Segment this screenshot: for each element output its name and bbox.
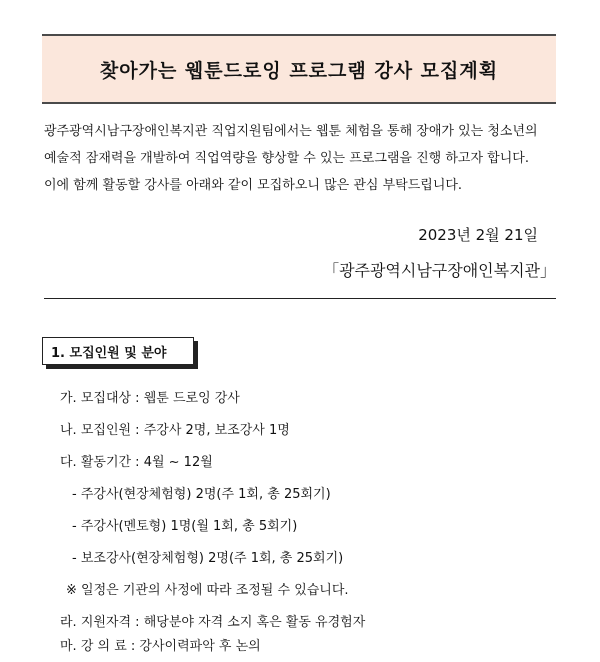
title-box xyxy=(42,34,556,104)
organization-name: 「광주광역시남구장애인복지관」 xyxy=(323,261,556,280)
section-header: 1. 모집인원 및 분야 xyxy=(42,337,194,365)
item-sub-main-field: - 주강사(현장체험형) 2명(주 1회, 총 25회기) xyxy=(72,487,331,502)
intro-line-3: 이에 함께 활동할 강사를 아래와 같이 모집하오니 많은 관심 부탁드립니다. xyxy=(44,178,463,193)
intro-line-2: 예술적 잠재력을 개발하여 직업역량을 향상할 수 있는 프로그램을 진행 하고자 합니다. xyxy=(44,151,529,166)
item-qualification: 라. 지원자격 : 해당분야 자격 소지 혹은 활동 유경험자 xyxy=(60,615,366,630)
item-note: ※ 일정은 기관의 사정에 따라 조정될 수 있습니다. xyxy=(66,583,349,598)
item-fee: 마. 강 의 료 : 강사이력파악 후 논의 xyxy=(60,639,261,654)
item-sub-main-mentor: - 주강사(멘토형) 1명(월 1회, 총 5회기) xyxy=(72,519,298,534)
document-date: 2023년 2월 21일 xyxy=(418,226,538,244)
divider xyxy=(44,298,556,299)
item-headcount: 나. 모집인원 : 주강사 2명, 보조강사 1명 xyxy=(60,423,290,438)
document-title: 찾아가는 웹툰드로잉 프로그램 강사 모집계획 xyxy=(99,59,499,82)
item-sub-assistant: - 보조강사(현장체험형) 2명(주 1회, 총 25회기) xyxy=(72,551,344,566)
intro-line-1: 광주광역시남구장애인복지관 직업지원팀에서는 웹툰 체험을 통해 장애가 있는 청소년의 xyxy=(44,124,538,139)
intro-paragraph xyxy=(44,118,560,199)
item-period: 다. 활동기간 : 4월 ~ 12월 xyxy=(60,455,213,470)
item-target: 가. 모집대상 : 웹툰 드로잉 강사 xyxy=(60,391,240,406)
